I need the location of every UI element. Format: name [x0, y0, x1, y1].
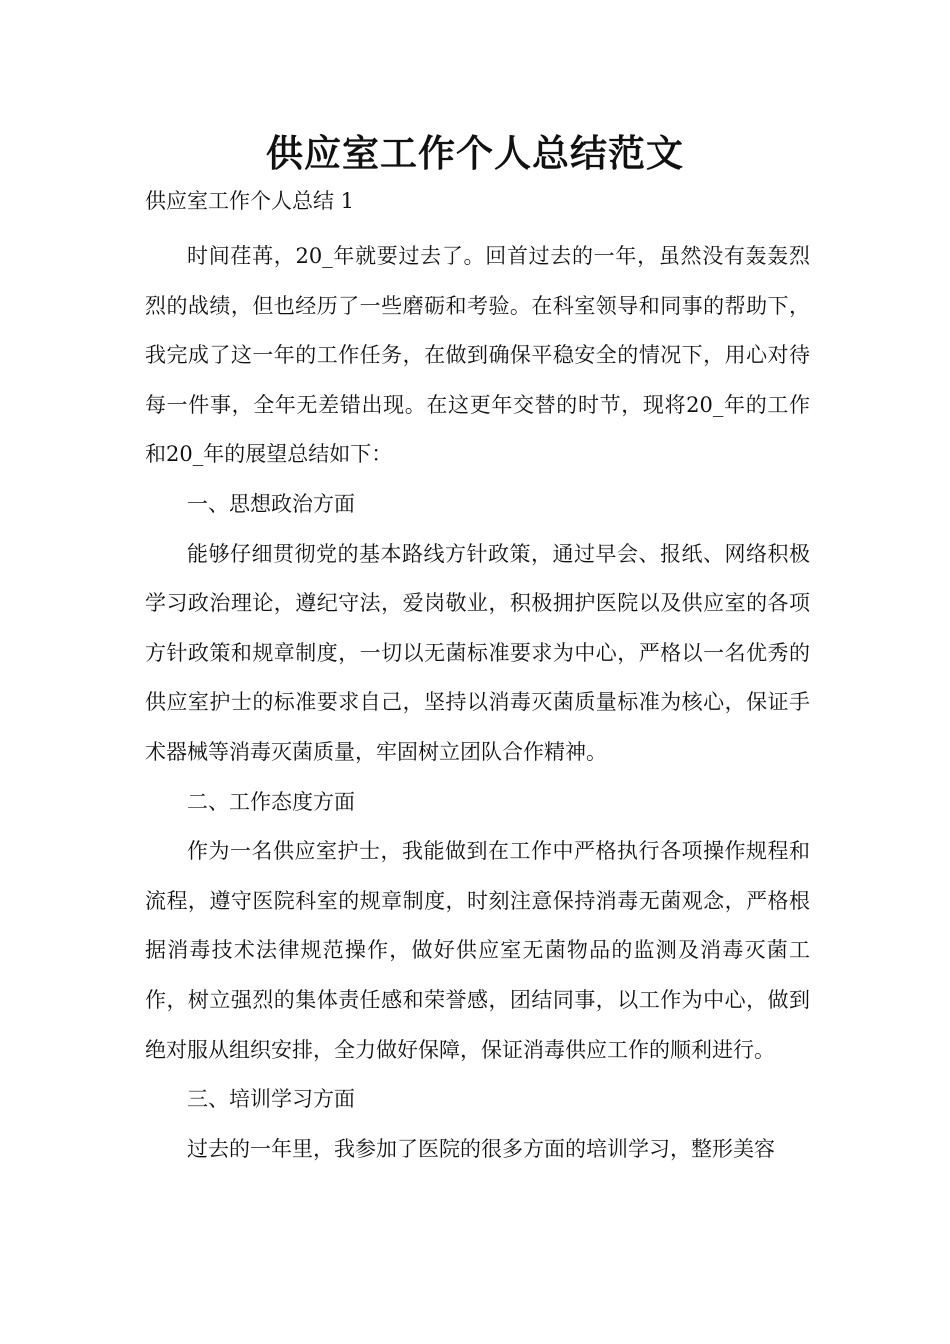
document-subtitle: 供应室工作个人总结 1 [145, 189, 355, 213]
paragraph-intro: 时间荏苒，20_年就要过去了。回首过去的一年，虽然没有轰轰烈烈的战绩，但也经历了一些磨砺和考验。在科室领导和同事的帮助下，我完成了这一年的工作任务，在做到确保平稳安全的情况下，用心对待每一件事，全年无差错出现。在这更年交替的时节，现将20_年的工作和20_年的展望总结如下： [145, 244, 810, 467]
section-heading-training: 三、培训学习方面 [187, 1087, 355, 1112]
paragraph-attitude: 作为一名供应室护士，我能做到在工作中严格执行各项操作规程和流程，遵守医院科室的规章制度，时刻注意保持消毒无菌观念，严格根据消毒技术法律规范操作，做好供应室无菌物品的监测及消毒灭菌工作，树立强烈的集体责任感和荣誉感，团结同事，以工作为中心，做到绝对服从组织安排，全力做好保障，保证消毒供应工作的顺利进行。 [145, 839, 810, 1062]
document-body [145, 232, 810, 1174]
section-heading-attitude: 二、工作态度方面 [187, 789, 355, 814]
paragraph-politics: 能够仔细贯彻党的基本路线方针政策，通过早会、报纸、网络积极学习政治理论，遵纪守法，爱岗敬业，积极拥护医院以及供应室的各项方针政策和规章制度，一切以无菌标准要求为中心，严格以一名优秀的供应室护士的标准要求自己，坚持以消毒灭菌质量标准为核心，保证手术器械等消毒灭菌质量，牢固树立团队合作精神。 [145, 541, 810, 764]
section-heading-politics: 一、思想政治方面 [187, 491, 355, 516]
paragraph-training: 过去的一年里，我参加了医院的很多方面的培训学习，整形美容 [187, 1136, 775, 1161]
document-title: 供应室工作个人总结范文 [266, 131, 684, 175]
